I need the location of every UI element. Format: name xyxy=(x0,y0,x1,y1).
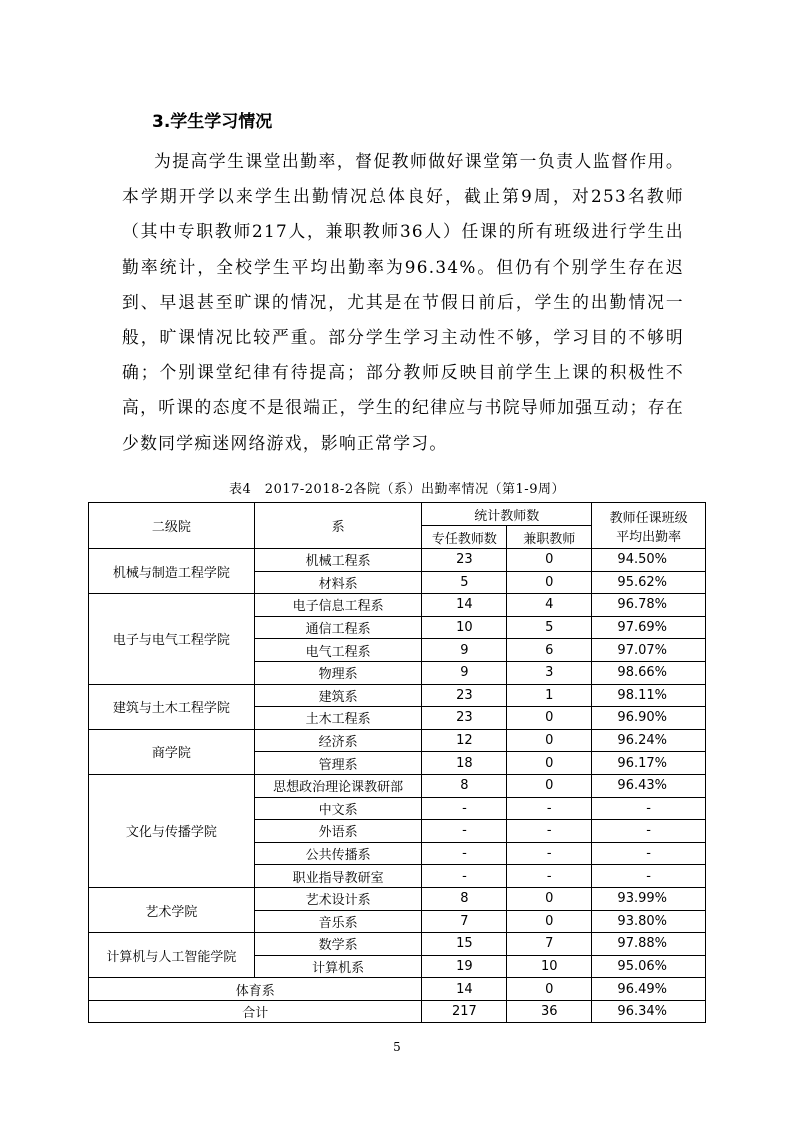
parttime-count: - xyxy=(507,865,592,888)
college-name: 电子与电气工程学院 xyxy=(89,594,255,684)
table-row xyxy=(89,933,706,956)
dept-name: 通信工程系 xyxy=(254,616,422,639)
dept-name: 经济系 xyxy=(254,729,422,752)
attendance-rate: - xyxy=(592,820,706,843)
fulltime-count: 14 xyxy=(422,978,507,1001)
section-heading: 3.学生学习情况 xyxy=(152,112,273,132)
dept-name: 管理系 xyxy=(254,752,422,775)
body-paragraph: 为提高学生课堂出勤率，督促教师做好课堂第一负责人监督作用。本学期开学以来学生出勤情况总体良好，截止第9周，对253名教师（其中专职教师217人，兼职教师36人）任课的所有班级进行学生出勤率统计，全校学生平均出勤率为96.34%。但仍有个别学生存在迟到、早退甚至旷课的情况，尤其是在节假日前后，学生的出勤情况一般，旷课情况比较严重。部分学生学习主动性不够，学习目的不够明确；个别课堂纪律有待提高；部分教师反映目前学生上课的积极性不高，听课的态度不是很端正，学生的纪律应与书院导师加强互动；存在少数同学痴迷网络游戏，影响正常学习。 xyxy=(122,151,684,453)
attendance-rate: 95.62% xyxy=(592,571,706,594)
sports-row xyxy=(89,978,706,1001)
parttime-count: 6 xyxy=(507,639,592,662)
college-name: 建筑与土木工程学院 xyxy=(89,684,255,729)
table-row xyxy=(89,887,706,910)
parttime-count: 7 xyxy=(507,933,592,956)
dept-name: 材料系 xyxy=(254,571,422,594)
dept-name: 公共传播系 xyxy=(254,842,422,865)
fulltime-count: - xyxy=(422,865,507,888)
dept-name: 物理系 xyxy=(254,661,422,684)
attendance-table xyxy=(88,502,706,1023)
fulltime-count: 9 xyxy=(422,639,507,662)
parttime-count: 0 xyxy=(507,549,592,572)
attendance-rate: 93.80% xyxy=(592,910,706,933)
college-name: 机械与制造工程学院 xyxy=(89,549,255,594)
dept-name: 中文系 xyxy=(254,797,422,820)
attendance-rate: - xyxy=(592,797,706,820)
parttime-count: - xyxy=(507,842,592,865)
parttime-count: 0 xyxy=(507,978,592,1001)
table-caption: 表4 2017-2018-2各院（系）出勤率情况（第1-9周） xyxy=(229,482,565,497)
fulltime-count: 8 xyxy=(422,774,507,797)
parttime-count: 4 xyxy=(507,594,592,617)
attendance-rate: 95.06% xyxy=(592,955,706,978)
header-parttime: 兼职教师 xyxy=(507,526,592,549)
fulltime-count: - xyxy=(422,842,507,865)
dept-name: 电子信息工程系 xyxy=(254,594,422,617)
header-rate xyxy=(592,503,706,549)
header-teacher-count: 统计教师数 xyxy=(422,503,592,526)
college-name: 文化与传播学院 xyxy=(89,774,255,887)
fulltime-count: 8 xyxy=(422,887,507,910)
parttime-count: 0 xyxy=(507,571,592,594)
attendance-rate: 97.07% xyxy=(592,639,706,662)
header-rate-line2: 平均出勤率 xyxy=(616,529,682,545)
dept-name: 计算机系 xyxy=(254,955,422,978)
total-row xyxy=(89,1000,706,1023)
attendance-rate: - xyxy=(592,865,706,888)
attendance-rate: 96.90% xyxy=(592,707,706,730)
attendance-rate: 97.88% xyxy=(592,933,706,956)
parttime-count: 0 xyxy=(507,752,592,775)
attendance-rate: 98.66% xyxy=(592,661,706,684)
attendance-rate: 96.34% xyxy=(592,1000,706,1023)
table-row xyxy=(89,684,706,707)
fulltime-count: - xyxy=(422,797,507,820)
dept-name: 电气工程系 xyxy=(254,639,422,662)
dept-name: 艺术设计系 xyxy=(254,887,422,910)
fulltime-count: 15 xyxy=(422,933,507,956)
attendance-rate: 96.49% xyxy=(592,978,706,1001)
fulltime-count: 19 xyxy=(422,955,507,978)
dept-name: 音乐系 xyxy=(254,910,422,933)
attendance-rate: 93.99% xyxy=(592,887,706,910)
sports-label: 体育系 xyxy=(89,978,422,1001)
fulltime-count: 217 xyxy=(422,1000,507,1023)
fulltime-count: 9 xyxy=(422,661,507,684)
header-rate-line1: 教师任课班级 xyxy=(609,510,688,526)
table-header-row xyxy=(89,503,706,526)
college-name: 商学院 xyxy=(89,729,255,774)
attendance-rate: 98.11% xyxy=(592,684,706,707)
dept-name: 机械工程系 xyxy=(254,549,422,572)
fulltime-count: 5 xyxy=(422,571,507,594)
fulltime-count: 23 xyxy=(422,707,507,730)
fulltime-count: 23 xyxy=(422,684,507,707)
parttime-count: 0 xyxy=(507,707,592,730)
attendance-rate: 96.17% xyxy=(592,752,706,775)
attendance-rate: 96.78% xyxy=(592,594,706,617)
parttime-count: 1 xyxy=(507,684,592,707)
parttime-count: 10 xyxy=(507,955,592,978)
fulltime-count: - xyxy=(422,820,507,843)
dept-name: 职业指导教研室 xyxy=(254,865,422,888)
parttime-count: 0 xyxy=(507,774,592,797)
attendance-rate: 96.24% xyxy=(592,729,706,752)
college-name: 艺术学院 xyxy=(89,887,255,932)
dept-name: 土木工程系 xyxy=(254,707,422,730)
parttime-count: - xyxy=(507,820,592,843)
attendance-rate: - xyxy=(592,842,706,865)
fulltime-count: 10 xyxy=(422,616,507,639)
total-label: 合计 xyxy=(89,1000,422,1023)
college-name: 计算机与人工智能学院 xyxy=(89,933,255,978)
attendance-rate: 94.50% xyxy=(592,549,706,572)
page-number: 5 xyxy=(393,1040,401,1054)
fulltime-count: 14 xyxy=(422,594,507,617)
fulltime-count: 12 xyxy=(422,729,507,752)
fulltime-count: 7 xyxy=(422,910,507,933)
table-row xyxy=(89,594,706,617)
parttime-count: 0 xyxy=(507,887,592,910)
dept-name: 外语系 xyxy=(254,820,422,843)
parttime-count: 0 xyxy=(507,910,592,933)
attendance-rate: 96.43% xyxy=(592,774,706,797)
dept-name: 数学系 xyxy=(254,933,422,956)
fulltime-count: 18 xyxy=(422,752,507,775)
fulltime-count: 23 xyxy=(422,549,507,572)
dept-name: 建筑系 xyxy=(254,684,422,707)
parttime-count: 0 xyxy=(507,729,592,752)
parttime-count: - xyxy=(507,797,592,820)
parttime-count: 5 xyxy=(507,616,592,639)
header-college: 二级院 xyxy=(89,503,255,549)
table-row xyxy=(89,549,706,572)
header-fulltime: 专任教师数 xyxy=(422,526,507,549)
table-row xyxy=(89,729,706,752)
attendance-rate: 97.69% xyxy=(592,616,706,639)
table-row xyxy=(89,774,706,797)
parttime-count: 3 xyxy=(507,661,592,684)
header-dept: 系 xyxy=(254,503,422,549)
parttime-count: 36 xyxy=(507,1000,592,1023)
dept-name: 思想政治理论课教研部 xyxy=(254,774,422,797)
